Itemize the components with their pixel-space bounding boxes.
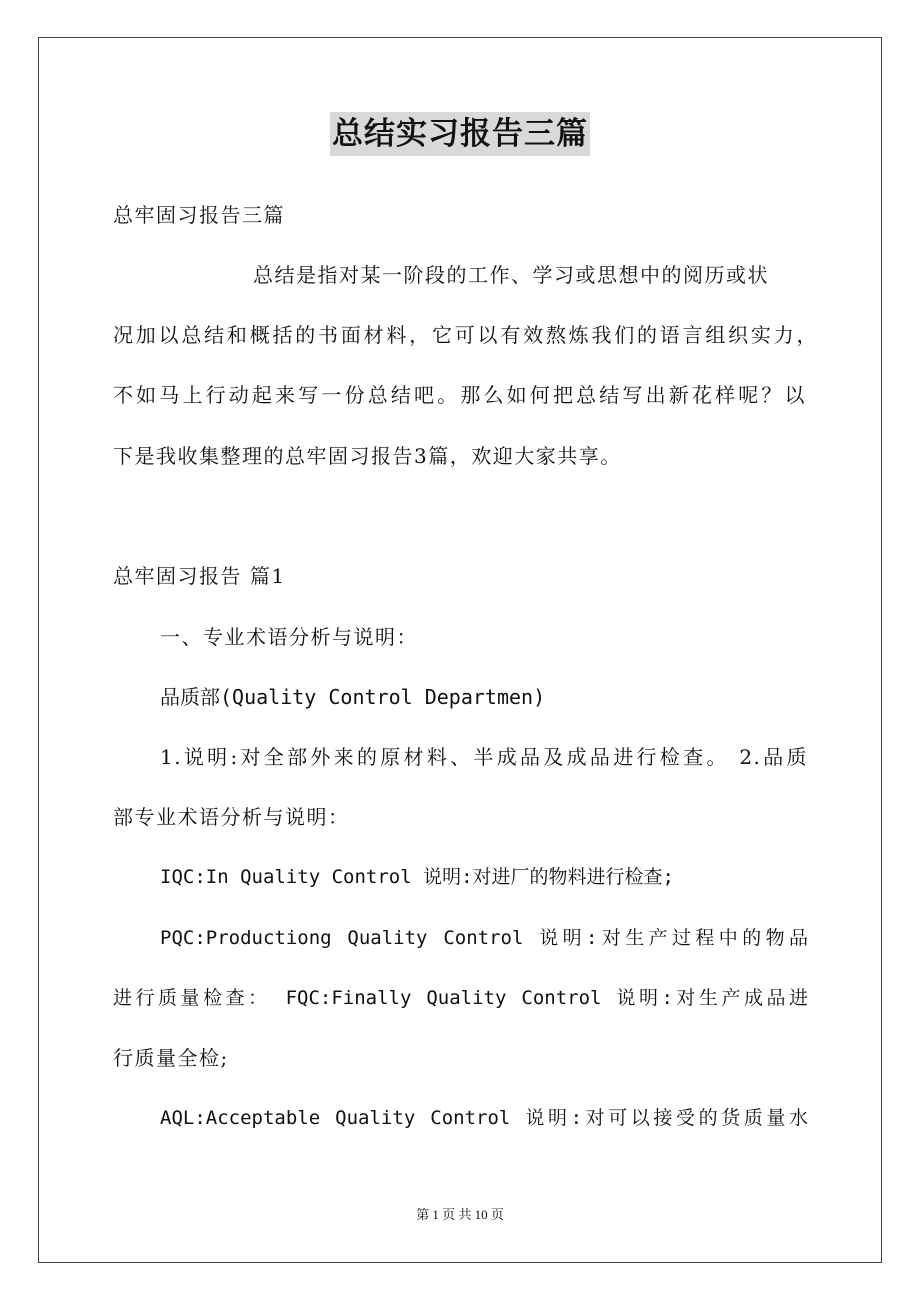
paragraph-line: 总结是指对某一阶段的工作、学习或思想中的阅历或状 bbox=[253, 263, 769, 287]
paragraph-line: 一、专业术语分析与说明： bbox=[160, 625, 418, 649]
paragraph-line: 品质部(Quality Control Departmen) bbox=[160, 685, 546, 709]
document-title: 总结实习报告三篇 bbox=[330, 112, 590, 156]
paragraph-line: 不如马上行动起来写一份总结吧。那么如何把总结写出新花样呢？以 bbox=[113, 383, 806, 407]
paragraph-line: 下是我收集整理的总牢固习报告3篇，欢迎大家共享。 bbox=[113, 444, 622, 468]
paragraph-line: 行质量全检; bbox=[113, 1046, 229, 1070]
paragraph-line: 1.说明:对全部外来的原材料、半成品及成品进行检查。 2.品质 bbox=[160, 745, 808, 769]
paragraph-line: IQC:In Quality Control 说明:对进厂的物料进行检查; bbox=[160, 866, 674, 888]
page-footer: 第 1 页 共 10 页 bbox=[416, 1207, 504, 1222]
paragraph-line: PQC:Productiong Quality Control 说明:对生产过程中的物品 bbox=[160, 927, 808, 949]
paragraph-line: 进行质量检查： FQC:Finally Quality Control 说明:对生产成品进 bbox=[113, 987, 808, 1009]
paragraph-line: 况加以总结和概括的书面材料，它可以有效熬炼我们的语言组织实力， bbox=[113, 323, 818, 347]
paragraph-line: AQL:Acceptable Quality Control 说明:对可以接受的货质量水 bbox=[160, 1107, 808, 1129]
subtitle-line: 总牢固习报告三篇 bbox=[113, 203, 285, 227]
section-heading: 总牢固习报告 篇1 bbox=[113, 564, 286, 588]
title-container bbox=[0, 112, 920, 156]
paragraph-line: 部专业术语分析与说明： bbox=[113, 805, 350, 829]
